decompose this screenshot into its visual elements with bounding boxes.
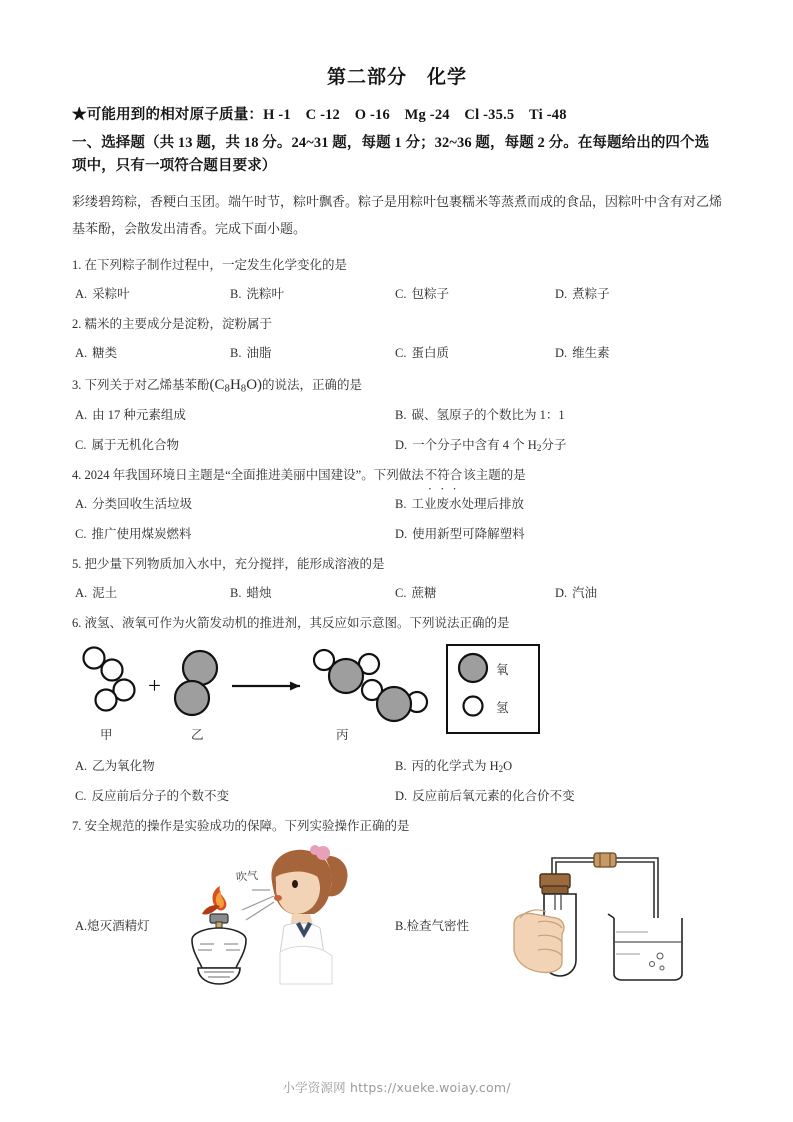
question-4-option-a[interactable] bbox=[75, 494, 192, 512]
page-content bbox=[72, 0, 722, 994]
option-label: B. bbox=[230, 585, 242, 600]
option-text: 分类回收生活垃圾 bbox=[92, 497, 193, 512]
option-text: 洗粽叶 bbox=[246, 287, 284, 301]
question-1-option-b[interactable] bbox=[230, 284, 284, 302]
option-label: C. bbox=[395, 345, 407, 360]
question-5-text: 把少量下列物质加入水中，充分搅拌，能形成溶液的是 bbox=[84, 557, 385, 572]
option-label: C. bbox=[75, 438, 87, 453]
question-2-option-a[interactable] bbox=[75, 343, 117, 361]
question-7-option-a[interactable] bbox=[75, 916, 150, 934]
question-4-number: 4. bbox=[72, 468, 82, 483]
question-1-option-c[interactable] bbox=[395, 284, 449, 302]
question-3-option-d[interactable] bbox=[395, 435, 566, 453]
option-label: D. bbox=[555, 585, 568, 600]
reaction-schematic-diagram bbox=[72, 642, 722, 754]
question-7-number: 7. bbox=[72, 818, 82, 833]
question-2-stem bbox=[72, 315, 722, 334]
option-text: 碳、氢原子的个数比为 1：1 bbox=[411, 408, 565, 423]
option-text: 乙为氧化物 bbox=[92, 758, 155, 773]
question-3-stem bbox=[72, 374, 722, 397]
legend-hydrogen-label: 氢 bbox=[496, 700, 509, 715]
question-6-number: 6. bbox=[72, 615, 82, 630]
option-label: D. bbox=[555, 287, 568, 301]
option-text: 工业废水处理后排放 bbox=[411, 497, 524, 512]
element-c: C bbox=[214, 376, 225, 393]
element-h: H bbox=[229, 376, 241, 393]
option-text: 使用新型可降解塑料 bbox=[412, 527, 525, 542]
reaction-schematic-svg bbox=[72, 642, 722, 742]
alcohol-lamp-body-icon bbox=[192, 928, 246, 968]
option-label: D. bbox=[395, 438, 408, 453]
option-text: 蛋白质 bbox=[411, 345, 449, 360]
option-text: 检查气密性 bbox=[406, 919, 469, 934]
option-text: 汽油 bbox=[572, 585, 598, 600]
question-4-options-row2 bbox=[72, 524, 722, 541]
question-7-option-b[interactable] bbox=[395, 916, 469, 934]
chemical-formula-c8h8o bbox=[210, 377, 263, 393]
beaker-icon bbox=[614, 918, 682, 980]
subscript-c: 8 bbox=[224, 382, 230, 395]
option-text: 推广使用煤炭燃料 bbox=[91, 527, 192, 542]
breath-lines-icon bbox=[242, 890, 274, 920]
tube-clamp-icon bbox=[594, 853, 616, 867]
question-2-option-c[interactable] bbox=[395, 343, 449, 361]
label-reactant-yi: 乙 bbox=[191, 727, 204, 742]
question-4-stem bbox=[72, 466, 722, 485]
option-label: C. bbox=[75, 788, 87, 803]
watermark: 小学资源网 https://xueke.woiay.com/ bbox=[282, 1080, 511, 1095]
option-label: C. bbox=[75, 527, 87, 542]
question-6-option-a[interactable] bbox=[75, 756, 155, 774]
question-3-option-a[interactable] bbox=[75, 405, 186, 423]
option-label: B. bbox=[395, 497, 407, 512]
student-figure bbox=[271, 845, 347, 984]
question-3-options-row1 bbox=[72, 405, 722, 422]
question-2-text: 糯米的主要成分是淀粉，淀粉属于 bbox=[84, 317, 273, 331]
option-label: A. bbox=[75, 585, 88, 600]
reaction-arrow bbox=[232, 681, 300, 690]
option-text: 蜡烛 bbox=[246, 585, 272, 600]
section-heading: 一、选择题（共 13 题，共 18 分。24~31 题，每题 1 分；32~36 题，每题 2 分。在每题给出的四个选项中，只有一项符合题目要求） bbox=[72, 135, 710, 175]
experiment-illustrations bbox=[72, 844, 722, 994]
option-text: 由 17 种元素组成 bbox=[92, 408, 186, 423]
question-5-option-c[interactable] bbox=[395, 583, 436, 601]
label-reactant-jia: 甲 bbox=[100, 727, 113, 742]
option-label: B. bbox=[230, 287, 242, 301]
element-o: O bbox=[246, 376, 258, 393]
option-label: A. bbox=[75, 345, 88, 360]
question-3-number: 3. bbox=[72, 377, 82, 392]
question-4-options-row1 bbox=[72, 494, 722, 511]
question-4-emphasis: 不符合 ··· bbox=[424, 468, 464, 482]
option-text-pre: 一个分子中含有 4 个 H bbox=[412, 438, 537, 453]
hand-icon bbox=[514, 910, 564, 973]
eye-icon bbox=[292, 880, 298, 888]
question-3-option-b[interactable] bbox=[395, 405, 565, 423]
subscript-h2o: 2 bbox=[498, 763, 504, 774]
question-3-text-pre: 下列关于对乙烯基苯酚 bbox=[84, 377, 210, 392]
question-7-stem bbox=[72, 817, 722, 836]
question-5-options bbox=[72, 583, 722, 600]
paren-open: ( bbox=[209, 376, 215, 393]
question-5-number: 5. bbox=[72, 557, 82, 572]
question-5-option-a[interactable] bbox=[75, 583, 117, 601]
question-4-text-post: 该主题的是 bbox=[463, 468, 526, 483]
question-4-option-b[interactable] bbox=[395, 494, 524, 512]
question-2-option-d[interactable] bbox=[555, 343, 610, 361]
option-label: A. bbox=[75, 758, 88, 773]
legend-symbols bbox=[448, 646, 534, 728]
question-6-text: 液氢、液氧可作为火箭发动机的推进剂，其反应如示意图。下列说法正确的是 bbox=[84, 615, 510, 630]
flame-icon bbox=[202, 886, 226, 915]
option-label: C. bbox=[395, 287, 407, 301]
reactant-hydrogen-molecules bbox=[84, 647, 135, 710]
reactant-oxygen-molecule bbox=[175, 651, 217, 715]
subscript-h: 8 bbox=[240, 382, 247, 395]
option-label: A. bbox=[75, 919, 88, 934]
option-text: 包粽子 bbox=[411, 287, 449, 301]
option-text: 属于无机化合物 bbox=[91, 438, 179, 453]
question-5-stem bbox=[72, 555, 722, 574]
question-5-option-b[interactable] bbox=[230, 583, 271, 601]
option-text-post: 分子 bbox=[541, 438, 567, 453]
option-text-pre: 丙的化学式为 H bbox=[411, 758, 499, 773]
option-label: B. bbox=[395, 758, 407, 773]
question-1-options bbox=[72, 284, 722, 301]
question-1-text: 在下列粽子制作过程中，一定发生化学变化的是 bbox=[84, 258, 348, 273]
plus-icon: + bbox=[148, 672, 161, 698]
legend-hydrogen-icon bbox=[464, 696, 483, 715]
option-text: 煮粽子 bbox=[572, 287, 610, 301]
product-water-molecules bbox=[314, 650, 427, 721]
option-text: 蔗糖 bbox=[411, 585, 437, 600]
question-1-stem bbox=[72, 256, 722, 275]
option-label: C. bbox=[395, 585, 407, 600]
question-1-option-a[interactable] bbox=[75, 284, 130, 302]
intro-paragraph: 彩缕碧筠粽，香粳白玉团。端午时节，粽叶飘香。粽子是用粽叶包裹糯米等蒸煮而成的食品，因粽叶中含有对乙烯基苯酚，会散发出清香。完成下面小题。 bbox=[72, 193, 723, 236]
lamp-base-icon bbox=[198, 968, 240, 984]
option-text-post: O bbox=[503, 758, 513, 773]
question-2-options bbox=[72, 343, 722, 360]
beaker-spout-icon bbox=[608, 914, 614, 918]
question-7-text: 安全规范的操作是实验成功的保障。下列实验操作正确的是 bbox=[84, 818, 410, 833]
airtightness-check-illustration bbox=[508, 844, 698, 992]
label-product-bing: 丙 bbox=[336, 727, 349, 742]
option-label: D. bbox=[395, 527, 408, 542]
alcohol-lamp-illustration bbox=[164, 844, 394, 992]
option-text: 油脂 bbox=[246, 345, 272, 360]
option-label: D. bbox=[555, 345, 568, 360]
question-4-option-c[interactable] bbox=[75, 524, 191, 542]
question-6-option-c[interactable] bbox=[75, 786, 229, 804]
question-1-option-d[interactable] bbox=[555, 284, 610, 302]
question-4-option-d[interactable] bbox=[395, 524, 525, 542]
option-label: B. bbox=[395, 408, 407, 423]
question-2-option-b[interactable] bbox=[230, 343, 271, 361]
legend-oxygen-label: 氧 bbox=[496, 662, 509, 677]
legend-oxygen-icon bbox=[459, 654, 487, 682]
atomic-mass-note: ★可能用到的相对原子质量：H -1 C -12 O -16 Mg -24 Cl -35.5 Ti -48 bbox=[72, 107, 567, 123]
option-text: 反应前后分子的个数不变 bbox=[91, 788, 229, 803]
question-6-option-d[interactable] bbox=[395, 786, 575, 804]
option-text: 反应前后氧元素的化合价不变 bbox=[412, 788, 575, 803]
option-label: D. bbox=[395, 788, 408, 803]
legend-box bbox=[446, 644, 540, 734]
option-text: 泥土 bbox=[92, 585, 118, 600]
question-3-options-row2 bbox=[72, 435, 722, 452]
option-text: 维生素 bbox=[572, 345, 610, 360]
question-3-option-c[interactable] bbox=[75, 435, 179, 453]
option-label: A. bbox=[75, 408, 88, 423]
question-6-options-row2 bbox=[72, 786, 722, 803]
question-4-text-pre: 2024 年我国环境日主题是“全面推进美丽中国建设”。下列做法 bbox=[84, 468, 424, 483]
subscript-h2: 2 bbox=[536, 443, 542, 454]
option-text: 糖类 bbox=[92, 345, 118, 360]
blow-air-label: 吹气 bbox=[235, 870, 259, 885]
mouth-icon bbox=[274, 895, 282, 901]
option-text: 熄灭酒精灯 bbox=[87, 919, 150, 934]
question-2-number: 2. bbox=[72, 317, 82, 331]
option-label: B. bbox=[230, 345, 242, 360]
option-label: B. bbox=[395, 919, 407, 934]
option-text: 采粽叶 bbox=[92, 287, 130, 301]
question-6-stem bbox=[72, 614, 722, 633]
question-1-number: 1. bbox=[72, 258, 82, 273]
question-3-text-post: 的说法，正确的是 bbox=[262, 377, 363, 392]
option-label: A. bbox=[75, 497, 88, 512]
question-6-option-b[interactable] bbox=[395, 756, 512, 774]
question-5-option-d[interactable] bbox=[555, 583, 597, 601]
question-6-options-row1 bbox=[72, 756, 722, 773]
option-label: A. bbox=[75, 287, 88, 301]
paren-close: ) bbox=[257, 376, 263, 393]
page-title: 第二部分 化学 bbox=[326, 67, 467, 88]
